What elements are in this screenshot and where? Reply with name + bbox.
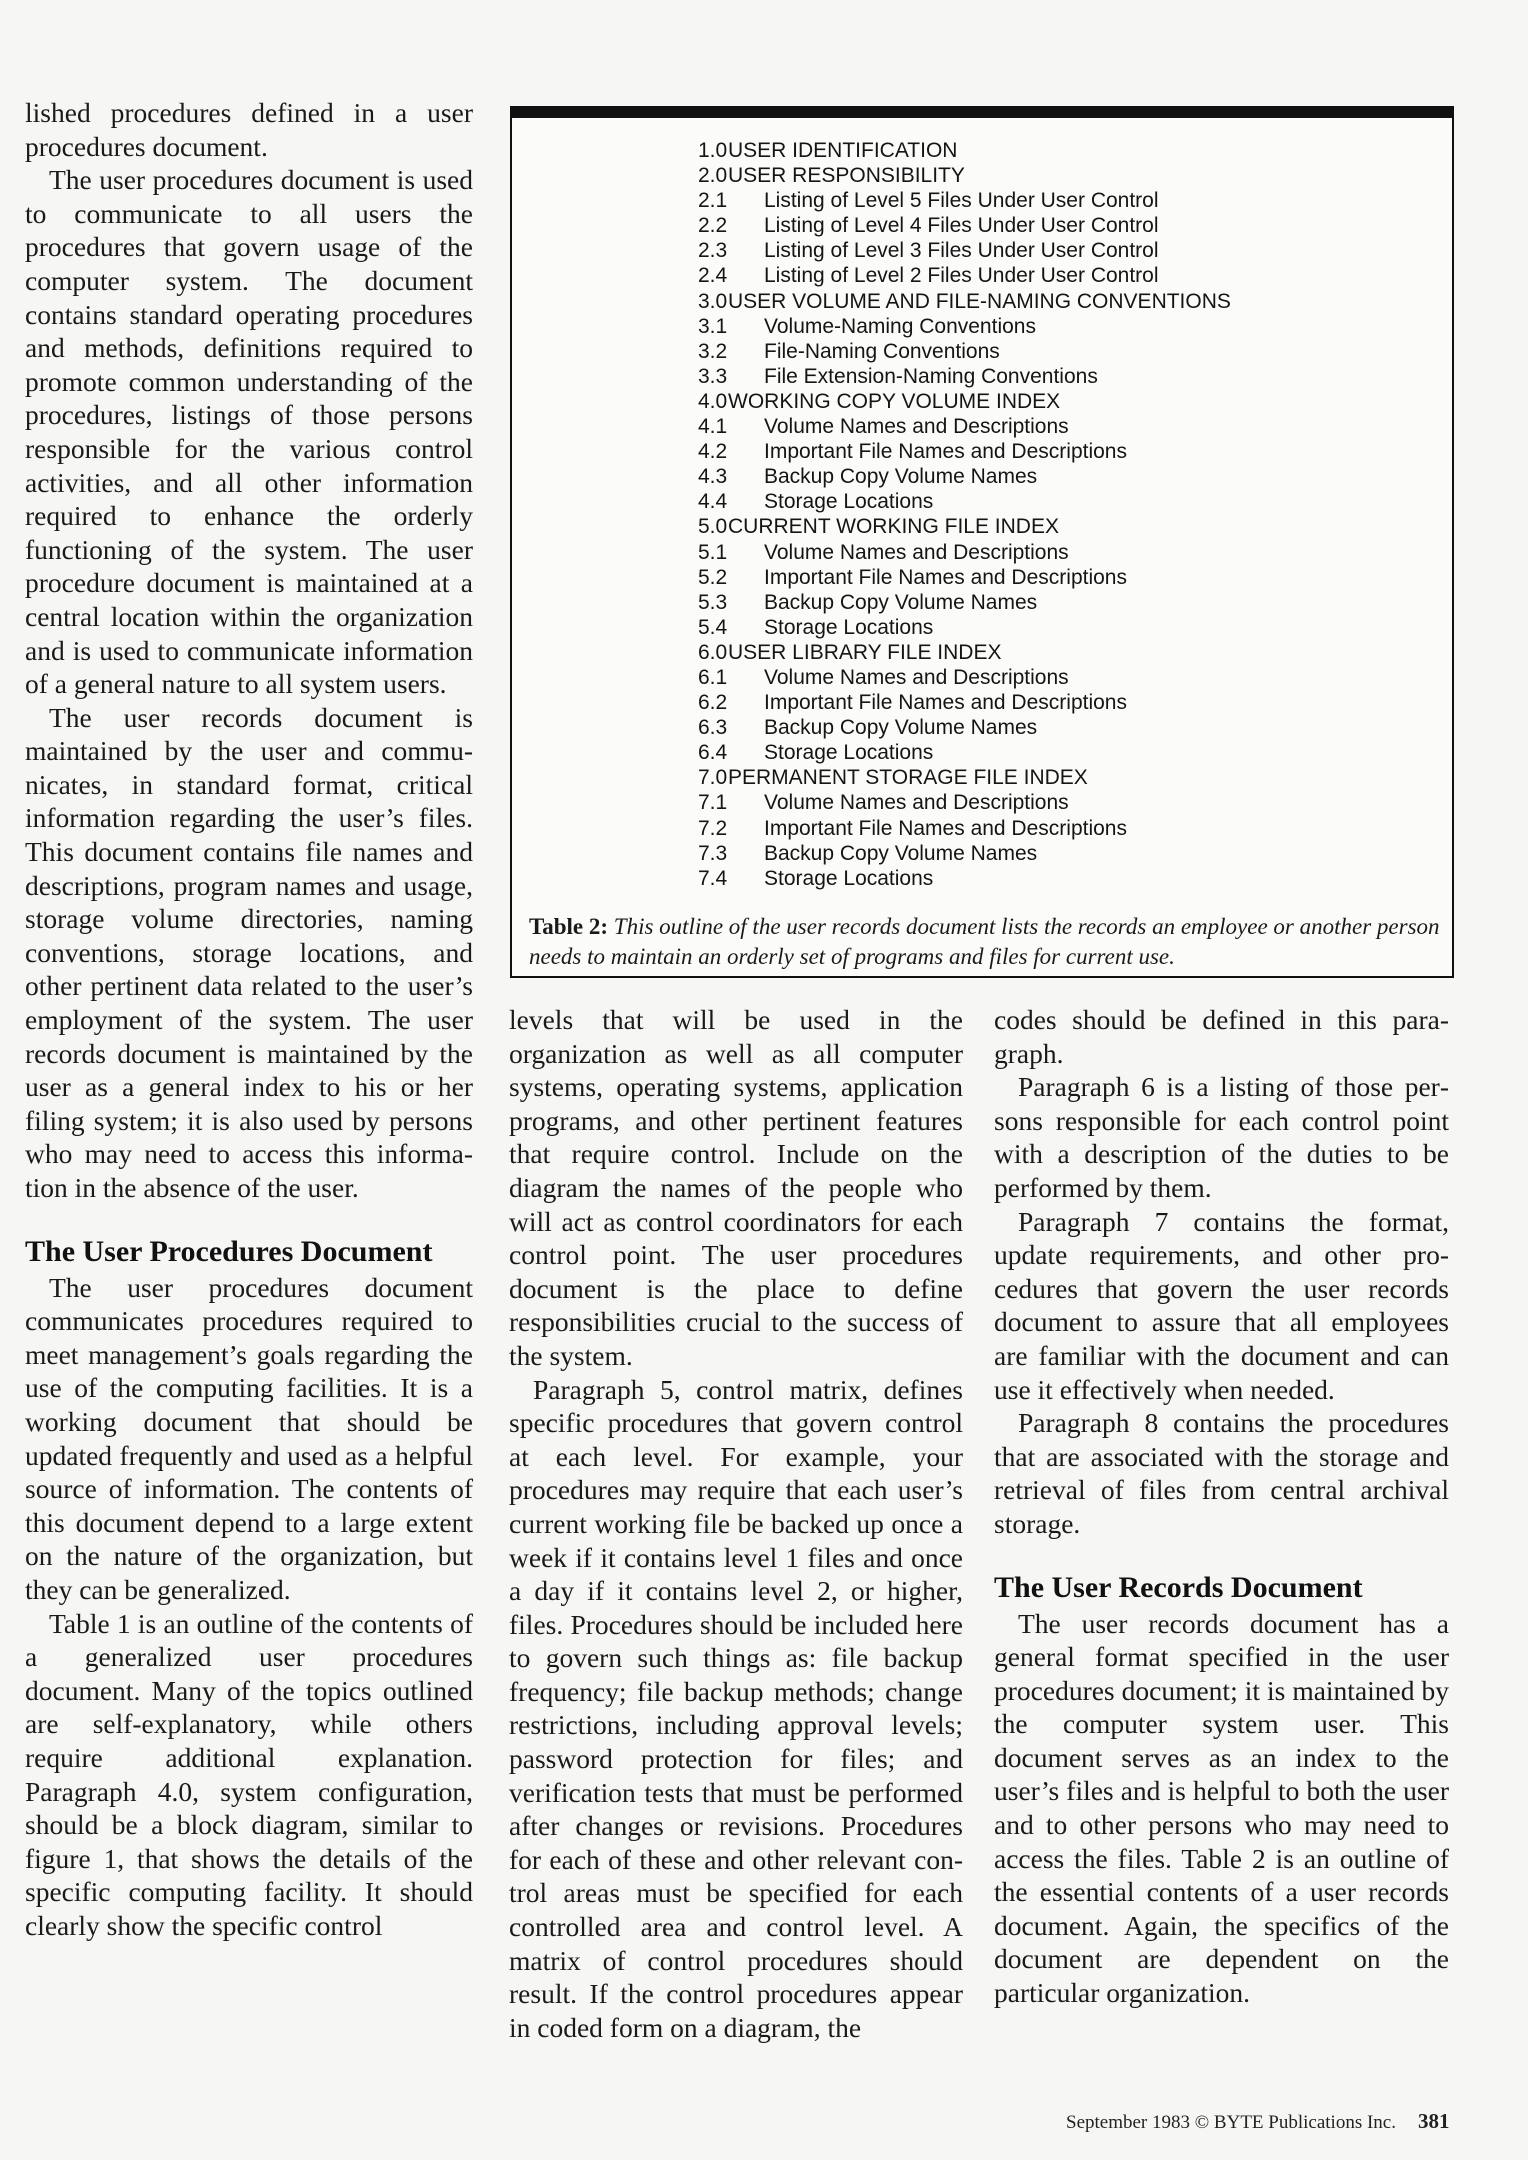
outline-item-number: 4.2 (698, 440, 728, 464)
outline-item-text: Listing of Level 2 Files Under User Control (764, 264, 1159, 288)
section-heading-user-records: The User Records Document (994, 1570, 1363, 1604)
outline-item-number: 6.3 (698, 716, 728, 740)
outline-item (698, 188, 1418, 213)
outline-item-text: File-Naming Conventions (764, 339, 1000, 363)
outline-item-number: 6.2 (698, 691, 728, 715)
outline-item-number: 7.3 (698, 841, 728, 865)
outline-item-text: Important File Names and Descriptions (764, 691, 1127, 715)
outline-item-number: 3.2 (698, 339, 728, 363)
page-footer (1066, 2109, 1450, 2134)
body-paragraph: The user procedures document is used to communicate to all users the procedures that govern usage of the computer system. The document contains standard operating procedures and methods, definitions required to promote common understanding of the procedures, listings of those persons responsible for the various control activities, and all other information required to enhance the orderly functioning of the system. The user procedure document is maintained at a central location within the organization and is used to communicate information of a general nature to all system users. (25, 164, 473, 700)
caption-text: This outline of the user records document lists the records an employee or another person needs to maintain an orderly set of programs and files for current use. (529, 914, 1440, 969)
outline-item-number: 4.0 (698, 389, 728, 413)
section-heading-user-procedures: The User Procedures Document (25, 1234, 433, 1268)
body-paragraph: levels that will be used in the organization as well as all computer systems, operating systems, application programs, and other pertinent features that require control. Include on the diagram the names of the people who will act as control coordinators for each control point. The user procedures document is the place to define responsibilities crucial to the success of the system. (509, 1004, 963, 1371)
outline-item (698, 765, 1418, 790)
middle-text-column (509, 1003, 963, 2044)
outline-item-number: 3.3 (698, 364, 728, 388)
outline-item-number: 5.3 (698, 590, 728, 614)
outline-item-text: Important File Names and Descriptions (764, 565, 1127, 589)
outline-item-number: 4.1 (698, 415, 728, 439)
outline-item-text: Volume Names and Descriptions (764, 791, 1069, 815)
outline-item (698, 138, 1418, 163)
caption-label: Table 2: (529, 914, 609, 939)
outline-item-number: 2.0 (698, 164, 728, 188)
outline-item (698, 665, 1418, 690)
outline-item (698, 740, 1418, 765)
outline-item-text: USER VOLUME AND FILE-NAMING CONVENTIONS (728, 289, 1231, 313)
outline-item-number: 4.3 (698, 465, 728, 489)
outline-item-text: Volume-Naming Conventions (764, 314, 1036, 338)
outline-item (698, 640, 1418, 665)
body-paragraph: lished procedures defined in a user procedures document. (25, 97, 473, 162)
outline-item (698, 464, 1418, 489)
outline-item (698, 339, 1418, 364)
body-paragraph: Table 1 is an outline of the contents of a generalized user procedures document. Many of the topics outlined are self-explanatory, while others require additional explanation. Paragraph 4.0, system configuration, should be a block diagram, similar to figure 1, that shows the details of the specific computing facility. It should clearly show the specific control (25, 1607, 473, 1941)
outline-item (698, 439, 1418, 464)
outline-item (698, 841, 1418, 866)
outline-item (698, 540, 1418, 565)
outline-item-number: 2.3 (698, 239, 728, 263)
outline-item-number: 5.0 (698, 515, 728, 539)
outline-item-number: 7.2 (698, 816, 728, 840)
outline-item (698, 364, 1418, 389)
outline-item (698, 213, 1418, 238)
outline-item (698, 163, 1418, 188)
footer-credit: September 1983 © BYTE Publications Inc. (1066, 2112, 1396, 2133)
outline-item-text: Important File Names and Descriptions (764, 440, 1127, 464)
outline-item (698, 389, 1418, 414)
outline-item (698, 414, 1418, 439)
outline-item-number: 4.4 (698, 490, 728, 514)
page-number: 381 (1418, 2109, 1450, 2133)
outline-item-number: 5.2 (698, 565, 728, 589)
outline-item-text: Backup Copy Volume Names (764, 716, 1038, 740)
outline-item (698, 615, 1418, 640)
outline-item-text: Storage Locations (764, 490, 934, 514)
outline-item-text: Listing of Level 3 Files Under User Control (764, 239, 1159, 263)
outline-item-text: Volume Names and Descriptions (764, 540, 1069, 564)
table-2-outline (698, 138, 1418, 891)
outline-item-number: 2.4 (698, 264, 728, 288)
body-paragraph: Paragraph 8 contains the procedures that are associated with the storage and retrieval of files from central archival storage. (994, 1407, 1449, 1539)
outline-item-text: Important File Names and Descriptions (764, 816, 1127, 840)
outline-item-text: PERMANENT STORAGE FILE INDEX (728, 766, 1088, 790)
outline-item-text: Volume Names and Descriptions (764, 665, 1069, 689)
outline-item (698, 565, 1418, 590)
outline-item-text: WORKING COPY VOLUME INDEX (728, 389, 1061, 413)
outline-item-text: Backup Copy Volume Names (764, 841, 1038, 865)
outline-item-text: Backup Copy Volume Names (764, 465, 1038, 489)
body-paragraph: The user procedures document communicates procedures required to meet management’s goals regarding the use of the computing facilities. It is a working document that should be updated frequently and used as a helpful source of information. The contents of this document depend to a large extent on the nature of the organization, but they can be generalized. (25, 1271, 473, 1605)
outline-item-number: 2.2 (698, 214, 728, 238)
outline-item-number: 2.1 (698, 189, 728, 213)
outline-item-number: 6.4 (698, 741, 728, 765)
outline-item (698, 314, 1418, 339)
outline-item-number: 6.1 (698, 665, 728, 689)
outline-item-text: Listing of Level 5 Files Under User Control (764, 189, 1159, 213)
outline-item (698, 866, 1418, 891)
outline-item (698, 289, 1418, 314)
outline-item-text: Storage Locations (764, 866, 934, 890)
outline-item-number: 7.0 (698, 766, 728, 790)
outline-item (698, 489, 1418, 514)
outline-item (698, 514, 1418, 539)
outline-item (698, 263, 1418, 288)
outline-item-number: 1.0 (698, 139, 728, 162)
outline-item-text: USER IDENTIFICATION (728, 139, 958, 162)
outline-item (698, 816, 1418, 841)
body-paragraph: Paragraph 5, control matrix, defines specific procedures that govern control at each level. For example, your procedures may require that each user’s current working file be backed up once a week if it contains level 1 files and once a day if it contains level 2, or higher, files. Procedures should be included here to govern such things as: file backup frequency; file backup methods; change restrictions, including approval levels; password protection for files; and verification tests that must be performed after changes or revisions. Procedures for each of these and other relevant control areas must be specified for each controlled area and control level. A matrix of control procedures should result. If the control procedures appear in coded form on a diagram, the (509, 1373, 963, 2043)
outline-item-number: 5.1 (698, 540, 728, 564)
table-2-box (510, 106, 1454, 978)
left-text-column (25, 96, 473, 1942)
outline-item-text: Volume Names and Descriptions (764, 415, 1069, 439)
outline-item (698, 790, 1418, 815)
outline-item-text: Storage Locations (764, 741, 934, 765)
outline-item-number: 6.0 (698, 640, 728, 664)
body-paragraph: Paragraph 6 is a listing of those persons responsible for each control point with a description of the duties to be performed by them. (994, 1071, 1449, 1203)
right-text-column (994, 1003, 1449, 2010)
outline-item-text: Listing of Level 4 Files Under User Control (764, 214, 1159, 238)
body-paragraph: The user records document is maintained by the user and communicates, in standard format, critical information regarding the user’s files. This document contains file names and descriptions, program names and usage, storage volume directories, naming conventions, storage locations, and other pertinent data related to the user’s employment of the system. The user records document is maintained by the user as a general index to his or her filing system; it is also used by persons who may need to access this information in the absence of the user. (25, 701, 473, 1203)
outline-item (698, 238, 1418, 263)
outline-item-number: 3.1 (698, 314, 728, 338)
outline-item (698, 690, 1418, 715)
outline-item-number: 3.0 (698, 289, 728, 313)
outline-item-number: 5.4 (698, 615, 728, 639)
outline-item-text: Storage Locations (764, 615, 934, 639)
outline-item-text: File Extension-Naming Conventions (764, 364, 1098, 388)
body-paragraph: Paragraph 7 contains the format, update requirements, and other procedures that govern the user records document to assure that all employees are familiar with the document and can use it effectively when needed. (994, 1205, 1449, 1405)
outline-item (698, 590, 1418, 615)
outline-item-text: USER LIBRARY FILE INDEX (728, 640, 1002, 664)
outline-item-text: Backup Copy Volume Names (764, 590, 1038, 614)
outline-item-number: 7.4 (698, 866, 728, 890)
body-paragraph: The user records document has a general format specified in the user procedures document; it is maintained by the computer system user. This document serves as an index to the user’s files and is helpful to both the user and to other persons who may need to access the files. Table 2 is an outline of the essential contents of a user records document. Again, the specifics of the document are dependent on the particular organization. (994, 1607, 1449, 2009)
outline-item-number: 7.1 (698, 791, 728, 815)
outline-item-text: CURRENT WORKING FILE INDEX (728, 515, 1059, 539)
outline-item (698, 715, 1418, 740)
body-paragraph: codes should be defined in this paragraph. (994, 1004, 1449, 1069)
table-2-caption (529, 912, 1441, 972)
outline-item-text: USER RESPONSIBILITY (728, 164, 965, 188)
